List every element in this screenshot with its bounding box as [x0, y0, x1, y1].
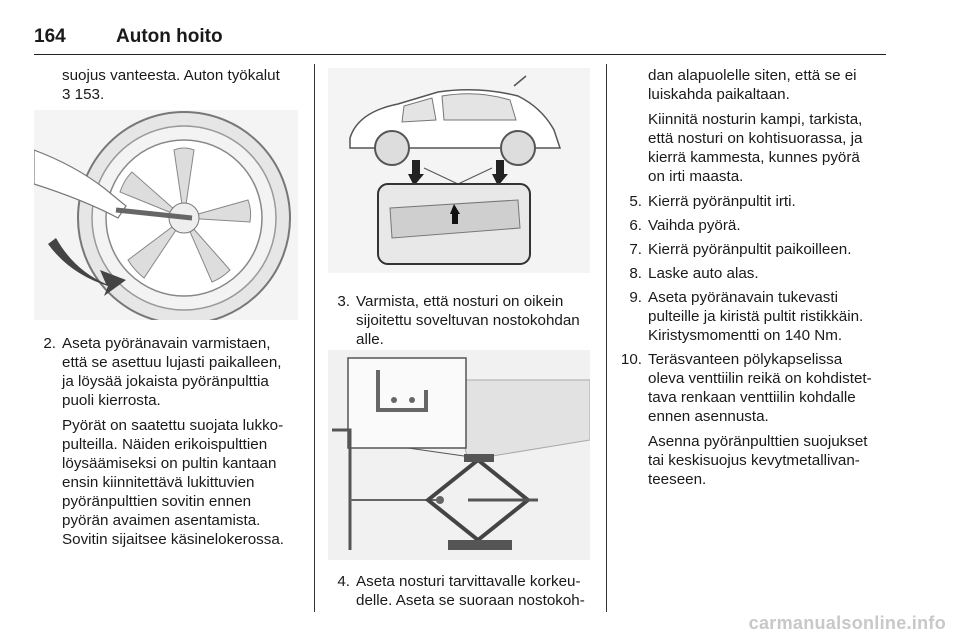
wheel-wrench-illustration: [34, 110, 298, 320]
page-number: 164: [34, 26, 66, 47]
watermark: carmanualsonline.info: [748, 613, 946, 633]
step-10-note-line: Asenna pyöränpulttien suojukset: [648, 433, 868, 450]
step-6-text: Vaihda pyörä.: [648, 217, 741, 234]
step-2-note-line: ensin kiinnitettävä lukittuvien: [62, 474, 255, 491]
note-line: kierrä kammesta, kunnes pyörä: [648, 149, 860, 166]
step-9: [620, 288, 890, 345]
column-1-steps: [34, 334, 304, 549]
continuation-line: dan alapuolelle siten, että se ei: [648, 67, 857, 84]
step-2-line: ja löysää jokaista pyöränpulttia: [62, 373, 269, 390]
step-10: [620, 350, 890, 489]
step-8: [620, 264, 890, 283]
page-title: Auton hoito: [116, 26, 223, 47]
step-2-number: 2.: [43, 335, 56, 352]
step-10-number: 10.: [620, 351, 642, 368]
step-5-text: Kierrä pyöränpultit irti.: [648, 193, 796, 210]
step-2-note-line: pulteilla. Näiden erikoispulttien: [62, 436, 268, 453]
step-9-line: Aseta pyöränavain tukevasti: [648, 289, 838, 306]
step-3-number: 3.: [337, 293, 350, 310]
step-10-line: tava renkaan venttiilin kohdalle: [648, 389, 856, 406]
car-illustration-svg: [328, 68, 590, 273]
column-2-step-4: [328, 572, 590, 610]
step-6: [620, 216, 890, 235]
step-8-text: Laske auto alas.: [648, 265, 759, 282]
step-7-number: 7.: [629, 241, 642, 258]
note-line: on irti maasta.: [648, 168, 744, 185]
step-2-line: että se asettuu lujasti paikalleen,: [62, 354, 282, 371]
jack-placement-illustration: [328, 350, 590, 560]
step-3-line: Varmista, että nosturi on oikein: [356, 293, 564, 310]
page-header: [34, 26, 886, 55]
column-3: [620, 66, 890, 489]
step-5: [620, 192, 890, 211]
step-7-text: Kierrä pyöränpultit paikoilleen.: [648, 241, 852, 258]
column-1: [34, 66, 304, 104]
note-line: että nosturi on kohtisuorassa, ja: [648, 130, 863, 147]
intro-ref-text: 3 153.: [62, 86, 105, 103]
note-line: Kiinnitä nosturin kampi, tarkista,: [648, 111, 863, 128]
step-9-line: pulteille ja kiristä pultit ristikkäin.: [648, 308, 864, 325]
column-divider: [314, 64, 315, 612]
step-4-continuation: [620, 66, 890, 186]
step-2-note-line: pyörän avaimen asentamista.: [62, 512, 261, 529]
step-9-line: Kiristysmomentti on 140 Nm.: [648, 327, 843, 344]
step-4: [328, 572, 590, 610]
step-2-line: puoli kierrosta.: [62, 392, 161, 409]
step-4-line: Aseta nosturi tarvittavalle korkeu-: [356, 573, 581, 590]
step-3: [328, 292, 590, 349]
column-divider: [606, 64, 607, 612]
step-2-note-line: Sovitin sijaitsee käsinelokerossa.: [62, 531, 285, 548]
step-3-line: sijoitettu soveltuvan nostokohdan: [356, 312, 580, 329]
step-10-note-line: teeseen.: [648, 471, 707, 488]
column-2-step-3: [328, 292, 590, 349]
step-4-line: delle. Aseta se suoraan nostokoh-: [356, 592, 585, 609]
intro-reference[interactable]: [34, 85, 304, 104]
step-10-line: ennen asennusta.: [648, 408, 769, 425]
step-2: [34, 334, 304, 549]
step-2-note-line: pyöränpulttien sovitin ennen: [62, 493, 252, 510]
step-6-number: 6.: [629, 217, 642, 234]
step-5-number: 5.: [629, 193, 642, 210]
intro-text: suojus vanteesta. Auton työkalut: [62, 67, 280, 84]
step-3-line: alle.: [356, 331, 384, 348]
step-7: [620, 240, 890, 259]
step-10-line: oleva venttiilin reikä on kohdistet-: [648, 370, 872, 387]
step-9-number: 9.: [629, 289, 642, 306]
step-2-note-line: Pyörät on saatettu suojata lukko-: [62, 417, 284, 434]
step-10-line: Teräsvanteen pölykapselissa: [648, 351, 843, 368]
step-4-number: 4.: [337, 573, 350, 590]
car-lift-points-illustration: [328, 68, 590, 273]
wheel-illustration-svg: [34, 110, 298, 320]
step-10-note-line: tai keskisuojus kevytmetallivan-: [648, 452, 860, 469]
continuation-line: luiskahda paikaltaan.: [648, 86, 790, 103]
step-2-note-line: löysäämiseksi on pultin kantaan: [62, 455, 277, 472]
step-2-line: Aseta pyöränavain varmistaen,: [62, 335, 271, 352]
step-8-number: 8.: [629, 265, 642, 282]
jack-illustration-svg: [328, 350, 590, 560]
